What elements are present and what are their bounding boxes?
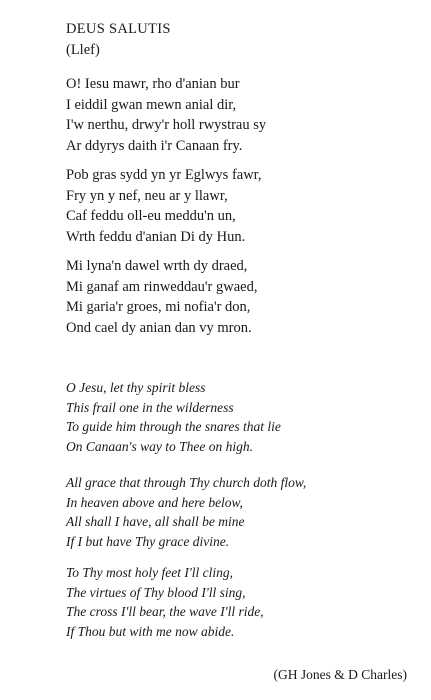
verse-line: O Jesu, let thy spirit bless xyxy=(66,380,206,395)
verse-line: If I but have Thy grace divine. xyxy=(66,533,230,549)
verse-line: Caf feddu oll-eu meddu'n un, xyxy=(66,208,236,224)
verse-line: Fry yn y nef, neu ar y llawr, xyxy=(66,187,228,204)
welsh-stanza-1 xyxy=(66,74,266,156)
verse-line: If Thou but with me now abide. xyxy=(66,623,235,639)
english-stanza-2 xyxy=(66,473,306,551)
verse-line: Ond cael dy anian dan vy mron. xyxy=(66,319,252,336)
verse-line: Mi lyna'n dawel wrth dy draed, xyxy=(66,258,248,274)
verse-line: I eiddil gwan mewn anial dir, xyxy=(66,96,237,113)
verse-line: The cross I'll bear, the wave I'll ride, xyxy=(66,604,264,619)
verse-line: This frail one in the wilderness xyxy=(66,399,234,415)
verse-line: Mi ganaf am rinweddau'r gwaed, xyxy=(66,278,258,295)
verse-line: To Thy most holy feet I'll cling, xyxy=(66,565,234,580)
verse-line: Pob gras sydd yn yr Eglwys fawr, xyxy=(66,167,262,183)
hymn-subtitle: (Llef) xyxy=(66,42,100,58)
verse-line: The virtues of Thy blood I'll sing, xyxy=(66,584,246,600)
verse-line: Ar ddyrys daith i'r Canaan fry. xyxy=(66,137,243,154)
verse-line: Wrth feddu d'anian Di dy Hun. xyxy=(66,228,246,245)
verse-line: All grace that through Thy church doth flow, xyxy=(66,475,307,490)
verse-line: In heaven above and here below, xyxy=(66,494,243,510)
verse-line: O! Iesu mawr, rho d'anian bur xyxy=(66,76,240,92)
hymn-title: DEUS SALUTIS xyxy=(66,21,171,37)
author-credit: (GH Jones & D Charles) xyxy=(273,667,407,682)
verse-line: To guide him through the snares that lie xyxy=(66,419,281,434)
welsh-stanza-3 xyxy=(66,256,257,338)
verse-line: Mi garia'r groes, mi nofia'r don, xyxy=(66,299,251,315)
english-stanza-1 xyxy=(66,378,281,456)
verse-line: On Canaan's way to Thee on high. xyxy=(66,438,254,454)
welsh-stanza-2 xyxy=(66,165,262,247)
english-stanza-3 xyxy=(66,563,264,641)
verse-line: I'w nerthu, drwy'r holl rwystrau sy xyxy=(66,117,267,133)
verse-line: All shall I have, all shall be mine xyxy=(66,514,245,529)
